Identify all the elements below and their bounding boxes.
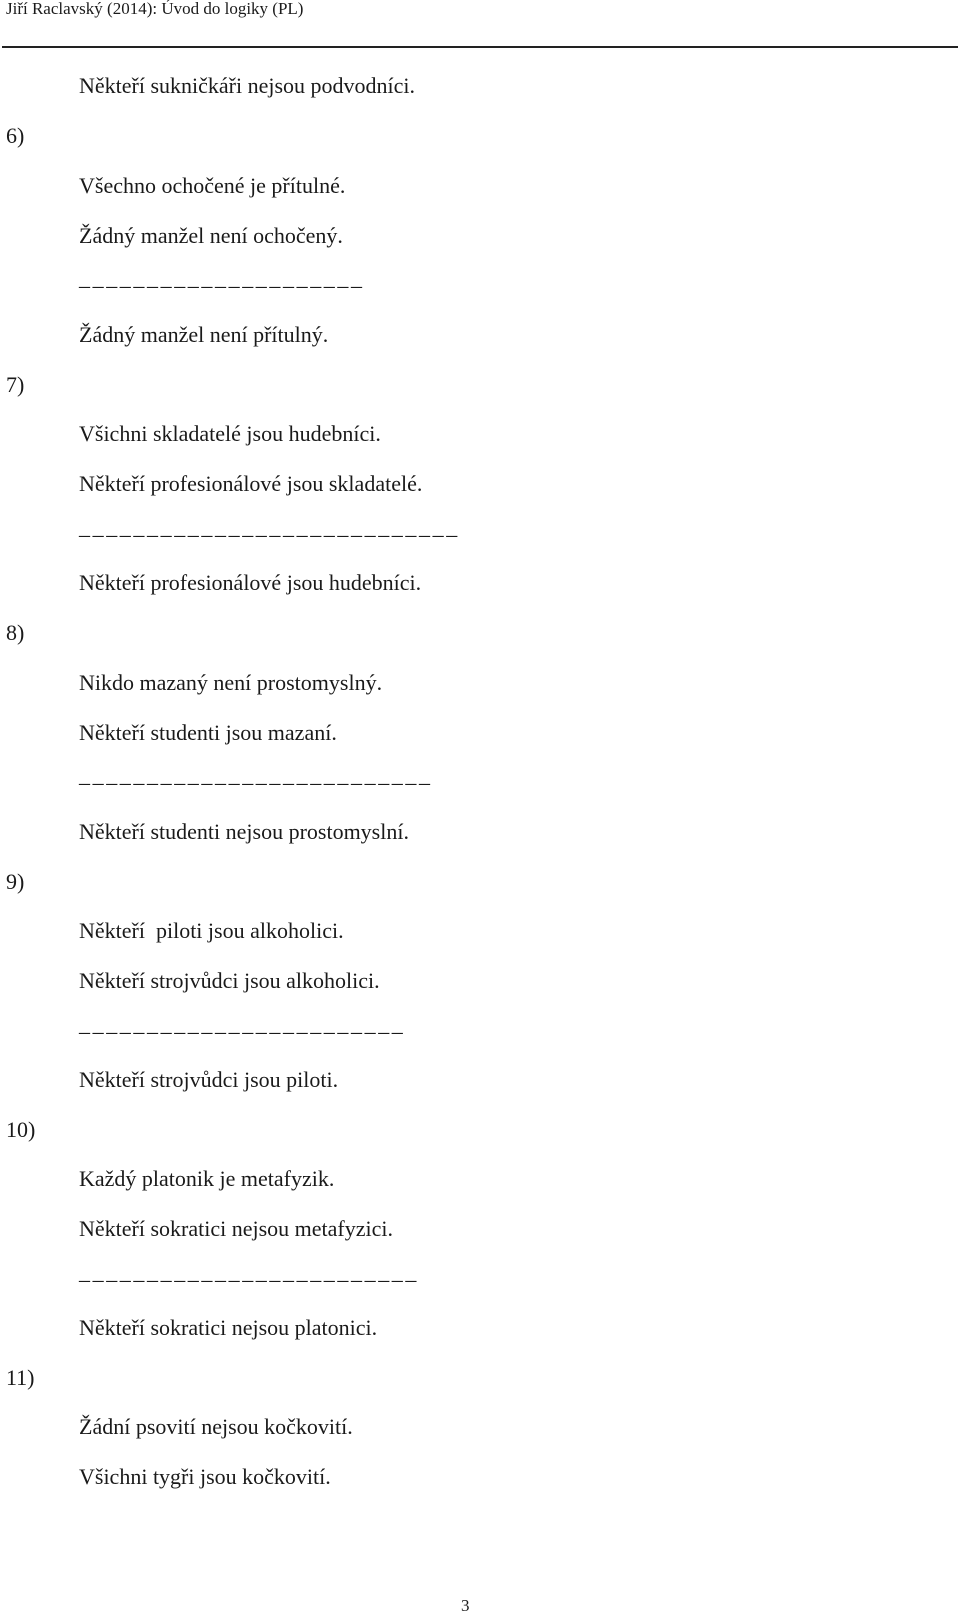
page-number: 3 (461, 1596, 470, 1615)
conclusion-separator: _____________________ (79, 265, 365, 290)
premise-line: Žádní psovití nejsou kočkovití. (79, 1414, 353, 1439)
conclusion-separator: ____________________________ (79, 514, 460, 539)
premise-line: Někteří strojvůdci jsou alkoholici. (79, 968, 380, 993)
page-header: Jiří Raclavský (2014): Úvod do logiky (PL) (6, 0, 304, 18)
exercise-number: 11) (6, 1365, 35, 1390)
premise-line: Nikdo mazaný není prostomyslný. (79, 670, 383, 695)
premise-line: Někteří piloti jsou alkoholici. (79, 918, 344, 943)
conclusion-line: Někteří strojvůdci jsou piloti. (79, 1067, 339, 1092)
conclusion-separator: _________________________ (79, 1259, 419, 1284)
premise-line: Všechno ochočené je přítulné. (79, 173, 346, 198)
exercise-number: 10) (6, 1117, 36, 1142)
exercise-number: 7) (6, 372, 25, 397)
conclusion-separator: ________________________ (79, 1011, 406, 1036)
exercise-number: 9) (6, 869, 25, 894)
header-divider (2, 46, 958, 48)
premise-line: Někteří sukničkáři nejsou podvodníci. (79, 73, 416, 98)
premise-line: Někteří sokratici nejsou metafyzici. (79, 1216, 393, 1241)
premise-line: Všichni skladatelé jsou hudebníci. (79, 421, 381, 446)
premise-line: Každý platonik je metafyzik. (79, 1166, 335, 1191)
conclusion-separator: __________________________ (79, 762, 433, 787)
conclusion-line: Někteří profesionálové jsou hudebníci. (79, 570, 422, 595)
premise-line: Žádný manžel není ochočený. (79, 223, 343, 248)
exercise-number: 8) (6, 620, 25, 645)
premise-line: Někteří profesionálové jsou skladatelé. (79, 471, 423, 496)
premise-line: Všichni tygři jsou kočkovití. (79, 1464, 331, 1489)
exercise-number: 6) (6, 123, 25, 148)
conclusion-line: Žádný manžel není přítulný. (79, 322, 329, 347)
conclusion-line: Někteří sokratici nejsou platonici. (79, 1315, 378, 1340)
premise-line: Někteří studenti jsou mazaní. (79, 720, 337, 745)
conclusion-line: Někteří studenti nejsou prostomyslní. (79, 819, 409, 844)
